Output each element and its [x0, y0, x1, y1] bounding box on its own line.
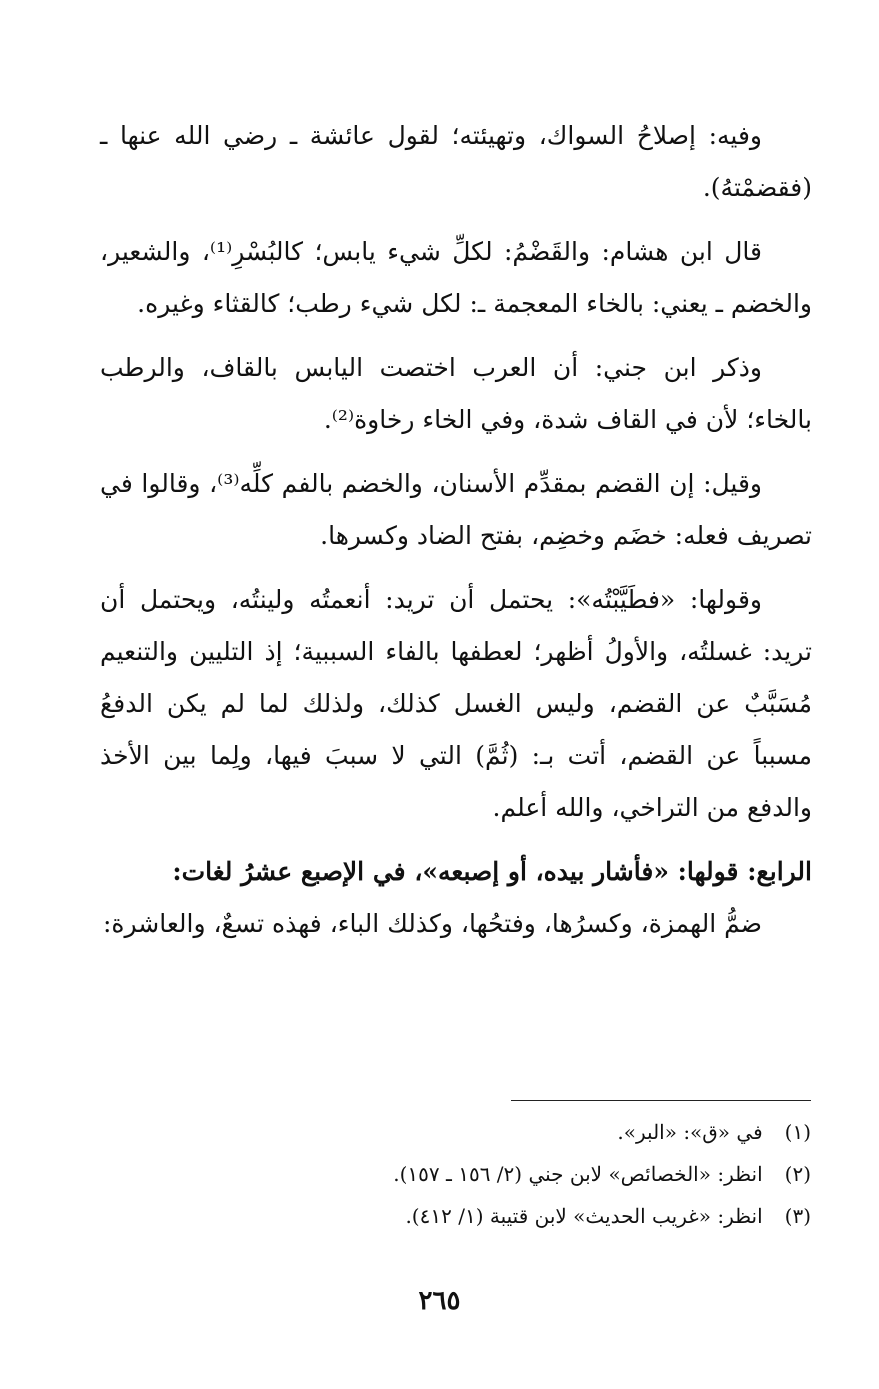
footnote-number: (١) [784, 1120, 811, 1144]
footnote-text: انظر: «غريب الحديث» لابن قتيبة (١/ ٤١٢). [405, 1204, 763, 1228]
paragraph-3: وذكر ابن جني: أن العرب اختصت اليابس بالقاف، والرطب بالخاء؛ لأن في القاف شدة، وفي الخاء رخاوة⁽²⁾. [100, 353, 812, 434]
paragraph-5: وقولها: «فطَيَّبْتُه»: يحتمل أن تريد: أنعمتُه ولينتُه، ويحتمل أن تريد: غسلتُه، والأولُ أظهر؛ لعطفها بالفاء السببية؛ إذ التليين والتنعيم مُسَبَّبٌ عن القضم، وليس الغسل كذلك، ولذلك لما لم يكن الدفعُ مسبباً عن القضم، أتت بـ: (ثُمَّ) التي لا سببَ فيها، ولِما بين الأخذ والدفع من التراخي، والله أعلم. [100, 585, 812, 822]
footnote-number: (٢) [784, 1162, 811, 1186]
page-number: ٢٦٥ [418, 1286, 461, 1316]
footnote-text: في «ق»: «البر». [617, 1120, 763, 1144]
paragraph-6: ضمُّ الهمزة، وكسرُها، وفتحُها، وكذلك الباء، فهذه تسعٌ، والعاشرة: [102, 909, 762, 938]
paragraph-1: وفيه: إصلاحُ السواك، وتهيئته؛ لقول عائشة ـ رضي الله عنها ـ (فقضمْتهُ). [100, 121, 812, 202]
paragraph-4: وقيل: إن القضم بمقدِّم الأسنان، والخضم بالفم كلِّه⁽³⁾، وقالوا في تصريف فعله: خضَم وخضِم، بفتح الضاد وكسرها. [100, 469, 812, 550]
footnote-1 [111, 1118, 811, 1146]
footnote-divider [511, 1100, 811, 1101]
page-body [100, 110, 812, 950]
footnote-3 [111, 1202, 811, 1230]
footnote-2 [111, 1160, 811, 1188]
paragraph-2: قال ابن هشام: والقَضْمُ: لكلِّ شيء يابس؛ كالبُسْرِ⁽¹⁾، والشعير، والخضم ـ يعني: بالخاء المعجمة ـ: لكل شيء رطب؛ كالقثاء وغيره. [100, 237, 812, 318]
section-heading: الرابع: قولها: «فأشار بيده، أو إصبعه»، في الإصبع عشرُ لغات: [172, 857, 812, 886]
footnotes [111, 1118, 811, 1244]
footnote-text: انظر: «الخصائص» لابن جني (٢/ ١٥٦ ـ ١٥٧). [393, 1162, 763, 1186]
footnote-number: (٣) [784, 1204, 811, 1228]
